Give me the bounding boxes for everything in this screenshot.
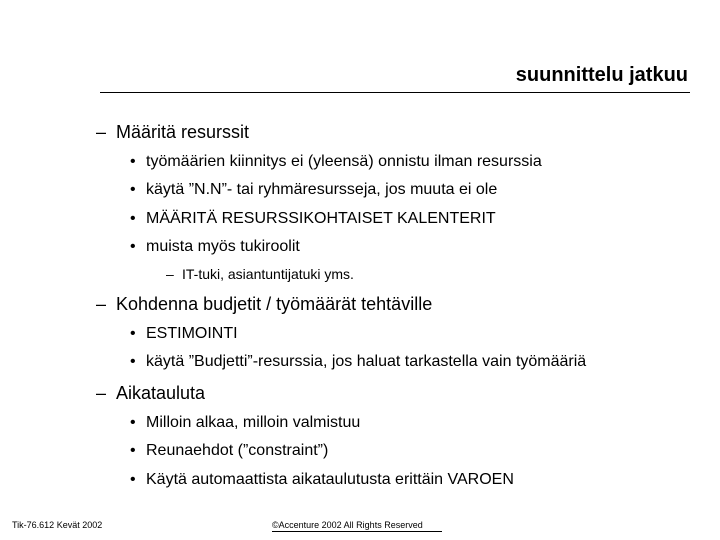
sub-list-item-text: IT-tuki, asiantuntijatuki yms. (182, 266, 354, 282)
section-heading: Määritä resurssit (116, 122, 250, 142)
list-item-text: käytä ”N.N”- tai ryhmäresursseja, jos muuta ei ole (146, 181, 498, 198)
bullet-marker: • (130, 325, 136, 342)
bullet-marker: • (130, 442, 136, 459)
list-item (130, 414, 360, 432)
bullet-marker: • (130, 353, 136, 370)
list-item-text: työmäärien kiinnitys ei (yleensä) onnistu ilman resurssia (146, 153, 542, 170)
sub-list-item (166, 266, 354, 282)
list-item (130, 238, 300, 256)
list-item-text: Käytä automaattista aikataulutusta erittäin VAROEN (146, 471, 514, 488)
list-item (130, 325, 238, 343)
list-item (130, 181, 497, 199)
section-heading: Aikatauluta (116, 383, 206, 403)
dash-marker: – (96, 122, 107, 142)
footer-underline (272, 531, 442, 532)
section-budjetit (96, 294, 432, 315)
bullet-marker: • (130, 210, 136, 227)
list-item (130, 442, 328, 460)
dash-marker: – (96, 383, 107, 403)
bullet-marker: • (130, 153, 136, 170)
list-item-text: käytä ”Budjetti”-resurssia, jos haluat tarkastella vain työmääriä (146, 353, 587, 370)
bullet-marker: • (130, 181, 136, 198)
footer-course-code: Tik-76.612 Kevät 2002 (12, 520, 103, 530)
bullet-marker: • (130, 414, 136, 431)
list-item (130, 210, 496, 228)
list-item-text: ESTIMOINTI (146, 325, 238, 342)
bullet-marker: • (130, 238, 136, 255)
list-item-text: Reunaehdot (”constraint”) (146, 442, 329, 459)
list-item (130, 353, 586, 371)
bullet-marker: • (130, 471, 136, 488)
footer-copyright (272, 520, 442, 532)
list-item (130, 471, 514, 489)
dash-marker: – (166, 266, 174, 282)
section-heading: Kohdenna budjetit / työmäärät tehtäville (116, 294, 433, 314)
list-item-text: muista myös tukiroolit (146, 238, 300, 255)
section-resurssit (96, 122, 249, 143)
list-item-text: MÄÄRITÄ RESURSSIKOHTAISET KALENTERIT (146, 210, 496, 227)
list-item-text: Milloin alkaa, milloin valmistuu (146, 414, 361, 431)
slide-title: suunnittelu jatkuu (515, 64, 688, 86)
section-aikatauluta (96, 383, 205, 404)
footer-copyright-text: ©Accenture 2002 All Rights Reserved (272, 520, 423, 530)
list-item (130, 153, 542, 171)
title-divider (100, 92, 690, 93)
dash-marker: – (96, 294, 107, 314)
